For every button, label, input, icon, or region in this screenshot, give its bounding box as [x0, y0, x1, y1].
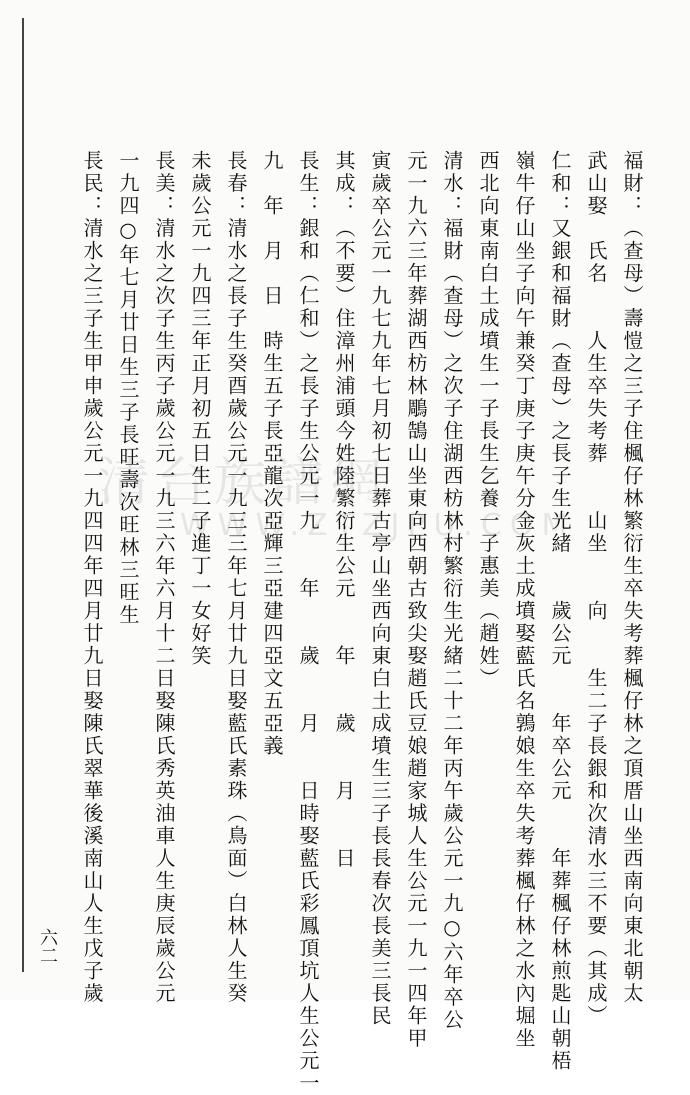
text-column: 仁和：又銀和福財（查母）之長子生光緒 歲公元 年卒公元 年葬楓仔林煎匙山朝梧	[548, 150, 572, 1073]
text-column: 長生：銀和（仁和）之長子生公元一九 年 歲 月 日時娶藍氏彩鳳頂坑人生公元一	[296, 150, 320, 1095]
text-column: 清水：福財（查母）之次子住湖西枋林村繁衍生光緒二十二年丙午歲公元一九○六年卒公	[440, 150, 464, 1032]
page-number: 六二	[37, 928, 58, 964]
text-column: 長民：清水之三子生甲申歲公元一九四四年四月廿九日娶陳氏翠華後溪南山人生戊子歲	[80, 150, 104, 1005]
text-column: 未歲公元一九四三年正月初五日生二子進丁一女好笑	[188, 150, 212, 668]
page-border	[22, 18, 24, 972]
text-column: 寅歲卒公元一九七九年七月初七日葬古亭山坐西向東白土成墳生三子長長春次長美三長民	[368, 150, 392, 1028]
text-column: 長美：清水之次子生丙子歲公元一九三六年六月十二日娶陳氏秀英油車人生庚辰歲公元	[152, 150, 176, 1005]
text-column: 福財：（查母）壽愷之三子住楓仔林繁衍生卒失考葬楓仔林之頂厝山坐西南向東北朝太	[620, 150, 644, 1005]
text-column: 武山娶 氏名 人生卒失考葬 山坐 向 生二子長銀和次清水三不要（其成）	[584, 150, 608, 1028]
watermark-url: WWW.ZTZJPU.COM	[180, 508, 576, 543]
watermark-text: 清台族譜網	[98, 453, 389, 513]
text-column: 九 年 月 日 時生五子長亞龍次亞輝三亞建四亞文五亞義	[260, 150, 284, 758]
text-column: 一九四○年七月廿日生三子長旺壽次旺林三旺生	[116, 150, 140, 627]
text-column: 西北向東南白土成墳生一子長生乞養一子惠美（趙姓）	[476, 150, 500, 690]
text-column: 長春：清水之長子生癸酉歲公元一九三三年七月廿九日娶藍氏素珠（鳥面）白林人生癸	[224, 150, 248, 1005]
text-column: 嶺牛仔山坐子向午兼癸丁庚子庚午分金灰土成墳娶藍氏名鶉娘生卒失考葬楓仔林之水內堀坐	[512, 150, 536, 1050]
text-column: 其成：（不要）住漳州浦頭今姓陸繁衍生公元 年 歲 月 日	[332, 150, 356, 870]
text-column: 元一九六三年葬湖西枋林鵰鵠山坐東向西朝古致尖娶趙氏豆娘趙家城人生公元一九一四年甲	[404, 150, 428, 1050]
